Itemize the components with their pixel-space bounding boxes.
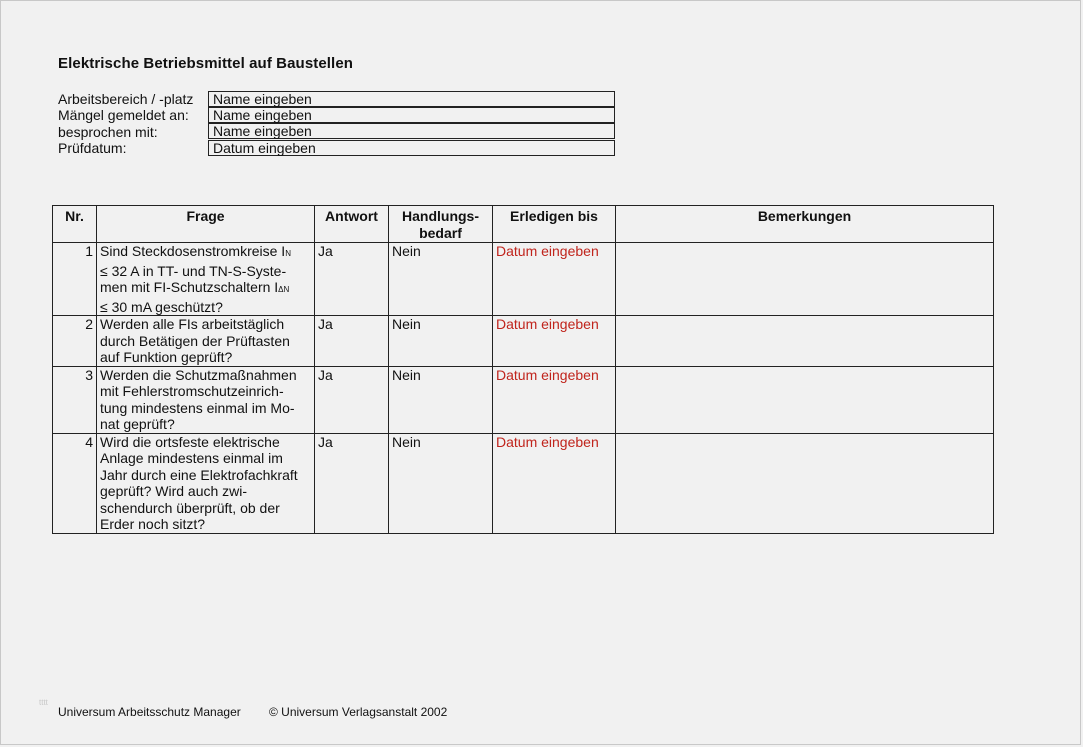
frage-line: schendurch überprüft, ob der bbox=[100, 499, 280, 516]
frage-line: ≤ 32 A in TT- und TN-S-Syste- bbox=[100, 262, 287, 279]
row-nr: 4 bbox=[53, 433, 97, 533]
info-field-besprochen[interactable]: Name eingeben bbox=[208, 123, 615, 139]
row-bemerkungen[interactable] bbox=[616, 316, 994, 367]
row-antwort[interactable]: Ja bbox=[315, 433, 389, 533]
row-frage bbox=[97, 366, 315, 433]
row-frage bbox=[97, 316, 315, 367]
table-row bbox=[53, 366, 994, 433]
row-handlungsbedarf[interactable]: Nein bbox=[389, 316, 493, 367]
header-handlungsbedarf-line2: bedarf bbox=[419, 224, 462, 241]
table-row bbox=[53, 433, 994, 533]
info-field-maengel[interactable]: Name eingeben bbox=[208, 107, 615, 123]
row-nr: 2 bbox=[53, 316, 97, 367]
frage-line: Jahr durch eine Elektrofachkraft bbox=[100, 466, 298, 483]
frage-line: auf Funktion geprüft? bbox=[100, 349, 233, 365]
row-handlungsbedarf[interactable]: Nein bbox=[389, 243, 493, 316]
frage-line: geprüft? Wird auch zwi- bbox=[100, 483, 248, 499]
subscript-n: N bbox=[285, 249, 291, 258]
frage-line: Anlage mindestens einmal im bbox=[100, 450, 283, 466]
frage-line: mit Fehlerstromschutzeinrich- bbox=[100, 383, 284, 399]
footer-copyright: © Universum Verlagsanstalt 2002 bbox=[269, 705, 448, 719]
footer-watermark: tttt bbox=[39, 698, 48, 707]
checklist-table bbox=[52, 205, 994, 534]
info-label-arbeitsbereich: Arbeitsbereich / -platz bbox=[58, 91, 194, 107]
row-bemerkungen[interactable] bbox=[616, 433, 994, 533]
row-erledigen-bis[interactable]: Datum eingeben bbox=[493, 433, 616, 533]
info-field-arbeitsbereich[interactable]: Name eingeben bbox=[208, 91, 615, 107]
row-antwort[interactable]: Ja bbox=[315, 243, 389, 316]
frage-line: tung mindestens einmal im Mo- bbox=[100, 399, 295, 416]
header-bemerkungen: Bemerkungen bbox=[616, 206, 994, 243]
row-erledigen-bis[interactable]: Datum eingeben bbox=[493, 316, 616, 367]
row-erledigen-bis[interactable]: Datum eingeben bbox=[493, 243, 616, 316]
frage-line: Werden die Schutzmaßnahmen bbox=[100, 366, 297, 383]
frage-line: men mit FI-Schutzschaltern I bbox=[100, 279, 279, 295]
frage-line: Werden alle FIs arbeitstäglich bbox=[100, 316, 285, 332]
frage-line: nat geprüft? bbox=[100, 416, 175, 432]
footer-product: Universum Arbeitsschutz Manager bbox=[58, 705, 241, 719]
subscript-delta-n: ΔN bbox=[278, 285, 290, 294]
row-frage bbox=[97, 433, 315, 533]
header-frage: Frage bbox=[97, 206, 315, 243]
document-title: Elektrische Betriebsmittel auf Baustellen bbox=[58, 55, 354, 72]
header-nr: Nr. bbox=[53, 206, 97, 243]
row-handlungsbedarf[interactable]: Nein bbox=[389, 366, 493, 433]
row-handlungsbedarf[interactable]: Nein bbox=[389, 433, 493, 533]
info-label-besprochen: besprochen mit: bbox=[58, 124, 158, 140]
info-field-pruefdatum[interactable]: Datum eingeben bbox=[208, 140, 615, 156]
header-handlungsbedarf bbox=[389, 206, 493, 243]
row-antwort[interactable]: Ja bbox=[315, 366, 389, 433]
table-row bbox=[53, 316, 994, 367]
info-label-maengel: Mängel gemeldet an: bbox=[58, 107, 189, 123]
row-nr: 3 bbox=[53, 366, 97, 433]
row-antwort[interactable]: Ja bbox=[315, 316, 389, 367]
info-label-pruefdatum: Prüfdatum: bbox=[58, 140, 127, 156]
row-erledigen-bis[interactable]: Datum eingeben bbox=[493, 366, 616, 433]
frage-line: ≤ 30 mA geschützt? bbox=[100, 298, 223, 315]
table-header-row bbox=[53, 206, 994, 243]
table-row bbox=[53, 243, 994, 316]
row-nr: 1 bbox=[53, 243, 97, 316]
frage-line: durch Betätigen der Prüftasten bbox=[100, 332, 290, 349]
header-erledigen: Erledigen bis bbox=[493, 206, 616, 243]
frage-line: Sind Steckdosenstromkreise I bbox=[100, 243, 286, 259]
frage-line: Wird die ortsfeste elektrische bbox=[100, 433, 280, 450]
frage-line: Erder noch sitzt? bbox=[100, 516, 206, 532]
row-bemerkungen[interactable] bbox=[616, 366, 994, 433]
header-antwort: Antwort bbox=[315, 206, 389, 243]
header-handlungsbedarf-line1: Handlungs- bbox=[402, 208, 479, 224]
row-frage bbox=[97, 243, 315, 316]
row-bemerkungen[interactable] bbox=[616, 243, 994, 316]
